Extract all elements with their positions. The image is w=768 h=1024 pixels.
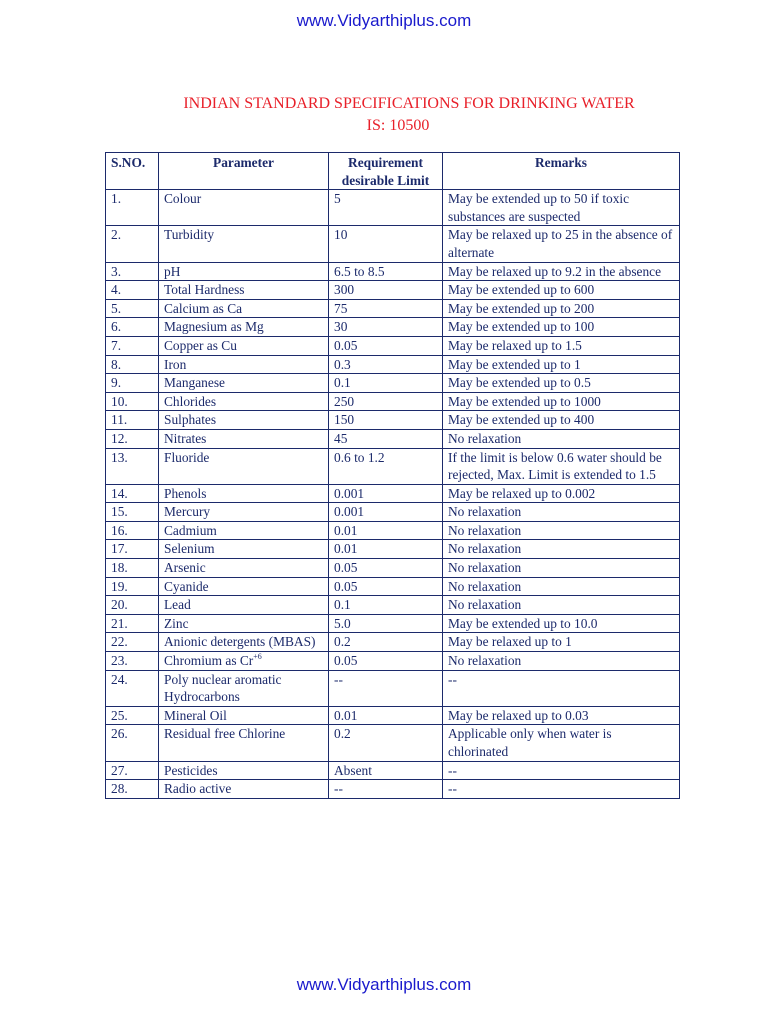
- document-standard-code: IS: 10500: [366, 117, 430, 134]
- cell-remarks-text: May be relaxed up to 0.03: [448, 707, 589, 723]
- cell-remarks: [443, 318, 680, 337]
- cell-remarks: [443, 780, 680, 799]
- cell-sno: [106, 190, 159, 226]
- cell-sno-text: 23.: [111, 653, 128, 669]
- cell-remarks-text: May be extended up to 400: [448, 412, 595, 428]
- cell-parameter-text: Manganese: [164, 375, 225, 391]
- cell-sno: [106, 374, 159, 393]
- cell-sno-text: 24.: [111, 671, 128, 687]
- cell-limit: [329, 448, 443, 484]
- cell-limit: [329, 484, 443, 503]
- cell-remarks-text: May be extended up to 600: [448, 282, 595, 298]
- cell-sno: [106, 411, 159, 430]
- cell-limit: [329, 355, 443, 374]
- cell-parameter-text: Arsenic: [164, 560, 206, 576]
- cell-parameter-text: Magnesium as Mg: [164, 319, 264, 335]
- cell-parameter-text: Iron: [164, 356, 187, 372]
- cell-parameter-text: pH: [164, 263, 181, 279]
- document-title: INDIAN STANDARD SPECIFICATIONS FOR DRINKING WATER: [183, 95, 635, 112]
- table-row: [106, 392, 680, 411]
- cell-parameter: [159, 374, 329, 393]
- cell-limit: [329, 780, 443, 799]
- cell-parameter-text: Zinc: [164, 615, 189, 631]
- cell-parameter: [159, 761, 329, 780]
- cell-remarks-text: May be extended up to 10.0: [448, 615, 598, 631]
- table-row: [106, 559, 680, 578]
- cell-sno: [106, 448, 159, 484]
- cell-parameter: [159, 355, 329, 374]
- cell-limit: [329, 226, 443, 262]
- cell-limit-text: 0.001: [334, 485, 365, 501]
- cell-sno: [106, 670, 159, 706]
- cell-limit: [329, 540, 443, 559]
- cell-remarks-text: May be extended up to 0.5: [448, 375, 591, 391]
- cell-parameter: [159, 503, 329, 522]
- table-row: [106, 633, 680, 652]
- cell-sno-text: 21.: [111, 615, 128, 631]
- cell-sno-text: 26.: [111, 726, 128, 742]
- cell-sno-text: 22.: [111, 634, 128, 650]
- specification-table: [105, 152, 680, 799]
- cell-parameter: [159, 226, 329, 262]
- cell-sno-text: 18.: [111, 560, 128, 576]
- cell-remarks-text: May be extended up to 1: [448, 356, 581, 372]
- table-row: [106, 503, 680, 522]
- cell-sno-text: 19.: [111, 578, 128, 594]
- cell-sno-text: 3.: [111, 263, 122, 279]
- table-row: [106, 262, 680, 281]
- cell-remarks-text: No relaxation: [448, 578, 522, 594]
- cell-sno: [106, 652, 159, 671]
- cell-sno-text: 13.: [111, 449, 128, 465]
- cell-remarks-text: May be extended up to 50 if toxic substances are suspected: [448, 191, 630, 224]
- cell-parameter-text: Lead: [164, 597, 191, 613]
- cell-sno: [106, 633, 159, 652]
- cell-sno-text: 6.: [111, 319, 122, 335]
- cell-limit: [329, 725, 443, 761]
- cell-sno: [106, 725, 159, 761]
- cell-sno: [106, 780, 159, 799]
- cell-remarks: [443, 411, 680, 430]
- cell-limit-text: 0.05: [334, 653, 358, 669]
- cell-parameter-text: Cyanide: [164, 578, 209, 594]
- cell-remarks: [443, 521, 680, 540]
- table-row: [106, 374, 680, 393]
- table-row: [106, 190, 680, 226]
- cell-remarks: [443, 484, 680, 503]
- cell-remarks-text: May be relaxed up to 1: [448, 634, 572, 650]
- cell-limit-text: 10: [334, 227, 348, 243]
- cell-sno-text: 8.: [111, 356, 122, 372]
- cell-parameter: [159, 281, 329, 300]
- table-row: [106, 484, 680, 503]
- cell-limit-text: 0.6 to 1.2: [334, 449, 385, 465]
- cell-parameter: [159, 392, 329, 411]
- cell-sno: [106, 355, 159, 374]
- cell-remarks-text: May be relaxed up to 0.002: [448, 485, 596, 501]
- cell-remarks: [443, 577, 680, 596]
- table-row: [106, 652, 680, 671]
- cell-limit-text: 45: [334, 430, 348, 446]
- cell-limit: [329, 521, 443, 540]
- table-row: [106, 614, 680, 633]
- cell-remarks: [443, 706, 680, 725]
- cell-limit: [329, 670, 443, 706]
- cell-sno-text: 9.: [111, 375, 122, 391]
- footer-site-link[interactable]: www.Vidyarthiplus.com: [296, 975, 472, 994]
- cell-limit-text: Absent: [334, 762, 372, 778]
- cell-sno: [106, 318, 159, 337]
- cell-limit-text: 0.01: [334, 707, 358, 723]
- cell-sno-text: 1.: [111, 191, 122, 207]
- cell-limit-text: 0.05: [334, 560, 358, 576]
- cell-remarks-text: May be extended up to 100: [448, 319, 595, 335]
- cell-sno-text: 12.: [111, 430, 128, 446]
- cell-parameter-text: Anionic detergents (MBAS): [164, 634, 316, 650]
- cell-parameter-text: Chromium as Cr: [164, 653, 254, 669]
- cell-limit-text: 0.05: [334, 578, 358, 594]
- cell-limit: [329, 392, 443, 411]
- cell-sno-text: 5.: [111, 300, 122, 316]
- header-requirement: Requirement desirable Limit: [329, 153, 443, 190]
- cell-parameter: [159, 262, 329, 281]
- cell-limit-text: 75: [334, 300, 348, 316]
- cell-parameter: [159, 411, 329, 430]
- cell-remarks: [443, 725, 680, 761]
- cell-remarks: [443, 540, 680, 559]
- table-body: [106, 190, 680, 799]
- cell-remarks-text: --: [448, 781, 457, 797]
- table-row: [106, 725, 680, 761]
- cell-limit-text: --: [334, 781, 343, 797]
- cell-parameter-text: Chlorides: [164, 393, 217, 409]
- cell-remarks-text: If the limit is below 0.6 water should be rejected, Max. Limit is extended to 1.5: [448, 449, 662, 483]
- cell-remarks-text: No relaxation: [448, 522, 522, 538]
- cell-remarks: [443, 190, 680, 226]
- cell-limit: [329, 503, 443, 522]
- cell-remarks-text: --: [448, 762, 457, 778]
- cell-parameter: [159, 577, 329, 596]
- cell-remarks: [443, 448, 680, 484]
- cell-remarks: [443, 670, 680, 706]
- cell-limit-text: 0.01: [334, 541, 358, 557]
- cell-parameter-text: Mercury: [164, 504, 211, 520]
- cell-limit: [329, 761, 443, 780]
- cell-limit: [329, 596, 443, 615]
- cell-parameter-text: Turbidity: [164, 227, 215, 243]
- cell-limit: [329, 190, 443, 226]
- cell-limit-text: 0.2: [334, 634, 351, 650]
- cell-parameter-text: Poly nuclear aromatic Hydrocarbons: [164, 671, 282, 705]
- cell-limit-text: 150: [334, 412, 355, 428]
- table-row: [106, 355, 680, 374]
- cell-parameter: [159, 780, 329, 799]
- cell-sno: [106, 521, 159, 540]
- table-row: [106, 299, 680, 318]
- cell-remarks-text: Applicable only when water is chlorinated: [448, 726, 612, 759]
- cell-limit: [329, 336, 443, 355]
- cell-remarks: [443, 299, 680, 318]
- cell-parameter: [159, 633, 329, 652]
- cell-limit-text: 300: [334, 282, 355, 298]
- cell-sno-text: 7.: [111, 337, 122, 353]
- cell-parameter-text: Copper as Cu: [164, 337, 237, 353]
- cell-parameter: [159, 540, 329, 559]
- cell-sno: [106, 392, 159, 411]
- table-row: [106, 780, 680, 799]
- cell-limit-text: 5: [334, 191, 341, 207]
- cell-parameter: [159, 484, 329, 503]
- cell-parameter: [159, 336, 329, 355]
- cell-limit: [329, 706, 443, 725]
- superscript-charge: +6: [253, 652, 262, 662]
- cell-limit-text: 30: [334, 319, 348, 335]
- cell-limit-text: 0.1: [334, 597, 351, 613]
- cell-sno-text: 27.: [111, 762, 128, 778]
- cell-remarks: [443, 596, 680, 615]
- cell-parameter: [159, 596, 329, 615]
- cell-parameter-text: Calcium as Ca: [164, 300, 243, 316]
- cell-limit-text: 250: [334, 393, 355, 409]
- cell-parameter-text: Total Hardness: [164, 282, 245, 298]
- header-remarks: Remarks: [443, 153, 680, 190]
- cell-parameter: [159, 725, 329, 761]
- table-row: [106, 706, 680, 725]
- cell-parameter: [159, 318, 329, 337]
- cell-sno: [106, 484, 159, 503]
- cell-limit: [329, 429, 443, 448]
- cell-remarks: [443, 226, 680, 262]
- cell-sno: [106, 503, 159, 522]
- cell-limit: [329, 559, 443, 578]
- table-row: [106, 281, 680, 300]
- cell-limit-text: 0.05: [334, 337, 358, 353]
- table-row: [106, 670, 680, 706]
- cell-remarks: [443, 559, 680, 578]
- cell-remarks-text: No relaxation: [448, 653, 522, 669]
- cell-remarks: [443, 336, 680, 355]
- cell-limit-text: 0.2: [334, 726, 351, 742]
- cell-limit-text: 5.0: [334, 615, 351, 631]
- cell-remarks: [443, 503, 680, 522]
- cell-sno: [106, 614, 159, 633]
- cell-sno: [106, 226, 159, 262]
- cell-parameter-text: Colour: [164, 191, 202, 207]
- cell-limit-text: 0.001: [334, 504, 365, 520]
- header-site-link[interactable]: www.Vidyarthiplus.com: [296, 11, 472, 30]
- cell-limit-text: --: [334, 671, 343, 687]
- cell-parameter-text: Mineral Oil: [164, 707, 227, 723]
- cell-remarks: [443, 392, 680, 411]
- header-parameter: Parameter: [159, 153, 329, 190]
- cell-parameter-text: Residual free Chlorine: [164, 726, 286, 742]
- header-sno: S.NO.: [106, 153, 159, 190]
- cell-limit-text: 0.01: [334, 522, 358, 538]
- table-row: [106, 761, 680, 780]
- cell-sno-text: 4.: [111, 282, 122, 298]
- cell-remarks-text: --: [448, 671, 457, 687]
- cell-parameter: [159, 429, 329, 448]
- cell-sno: [106, 336, 159, 355]
- cell-parameter: [159, 299, 329, 318]
- cell-remarks: [443, 262, 680, 281]
- table-row: [106, 336, 680, 355]
- cell-parameter-text: Nitrates: [164, 430, 207, 446]
- cell-limit: [329, 577, 443, 596]
- cell-remarks: [443, 374, 680, 393]
- cell-remarks-text: No relaxation: [448, 597, 522, 613]
- table-row: [106, 596, 680, 615]
- cell-remarks: [443, 429, 680, 448]
- cell-limit: [329, 652, 443, 671]
- cell-limit: [329, 374, 443, 393]
- cell-parameter: [159, 448, 329, 484]
- cell-remarks-text: May be extended up to 1000: [448, 393, 601, 409]
- cell-remarks-text: May be relaxed up to 1.5: [448, 337, 582, 353]
- cell-limit: [329, 614, 443, 633]
- cell-remarks-text: May be extended up to 200: [448, 300, 595, 316]
- cell-sno-text: 20.: [111, 597, 128, 613]
- table-row: [106, 429, 680, 448]
- cell-remarks-text: No relaxation: [448, 430, 522, 446]
- cell-parameter: [159, 190, 329, 226]
- cell-parameter-text: Radio active: [164, 781, 232, 797]
- cell-sno-text: 25.: [111, 707, 128, 723]
- cell-sno: [106, 262, 159, 281]
- cell-parameter: [159, 670, 329, 706]
- cell-parameter: [159, 559, 329, 578]
- cell-sno-text: 16.: [111, 522, 128, 538]
- cell-sno: [106, 706, 159, 725]
- cell-sno-text: 14.: [111, 485, 128, 501]
- cell-parameter-text: Phenols: [164, 485, 207, 501]
- cell-limit: [329, 318, 443, 337]
- table-row: [106, 411, 680, 430]
- cell-remarks-text: May be relaxed up to 9.2 in the absence: [448, 263, 662, 279]
- cell-remarks-text: May be relaxed up to 25 in the absence of alternate: [448, 227, 673, 260]
- cell-limit: [329, 299, 443, 318]
- cell-parameter: [159, 521, 329, 540]
- table-row: [106, 521, 680, 540]
- cell-parameter: [159, 706, 329, 725]
- table-header-row: [106, 153, 680, 190]
- cell-sno: [106, 281, 159, 300]
- table-row: [106, 448, 680, 484]
- cell-remarks: [443, 652, 680, 671]
- cell-remarks: [443, 633, 680, 652]
- cell-remarks-text: No relaxation: [448, 560, 522, 576]
- cell-parameter-text: Sulphates: [164, 412, 217, 428]
- cell-sno: [106, 559, 159, 578]
- cell-parameter-text: Fluoride: [164, 449, 210, 465]
- cell-sno-text: 28.: [111, 781, 128, 797]
- cell-parameter-text: Cadmium: [164, 522, 217, 538]
- table-row: [106, 540, 680, 559]
- cell-sno-text: 17.: [111, 541, 128, 557]
- cell-sno-text: 11.: [111, 412, 128, 428]
- table-row: [106, 226, 680, 262]
- cell-sno-text: 10.: [111, 393, 128, 409]
- cell-sno: [106, 299, 159, 318]
- cell-parameter: [159, 652, 329, 671]
- cell-sno: [106, 761, 159, 780]
- cell-parameter-text: Pesticides: [164, 762, 218, 778]
- cell-remarks: [443, 281, 680, 300]
- cell-limit: [329, 281, 443, 300]
- table-row: [106, 577, 680, 596]
- cell-remarks: [443, 614, 680, 633]
- cell-remarks: [443, 761, 680, 780]
- table-row: [106, 318, 680, 337]
- cell-limit: [329, 633, 443, 652]
- cell-sno: [106, 429, 159, 448]
- cell-sno: [106, 596, 159, 615]
- cell-remarks-text: No relaxation: [448, 504, 522, 520]
- cell-sno-text: 2.: [111, 227, 122, 243]
- cell-parameter: [159, 614, 329, 633]
- cell-sno: [106, 540, 159, 559]
- cell-remarks-text: No relaxation: [448, 541, 522, 557]
- cell-limit-text: 0.3: [334, 356, 351, 372]
- cell-limit-text: 6.5 to 8.5: [334, 263, 385, 279]
- cell-remarks: [443, 355, 680, 374]
- cell-sno: [106, 577, 159, 596]
- cell-limit: [329, 411, 443, 430]
- cell-limit: [329, 262, 443, 281]
- cell-sno-text: 15.: [111, 504, 128, 520]
- cell-parameter-text: Selenium: [164, 541, 215, 557]
- cell-limit-text: 0.1: [334, 375, 351, 391]
